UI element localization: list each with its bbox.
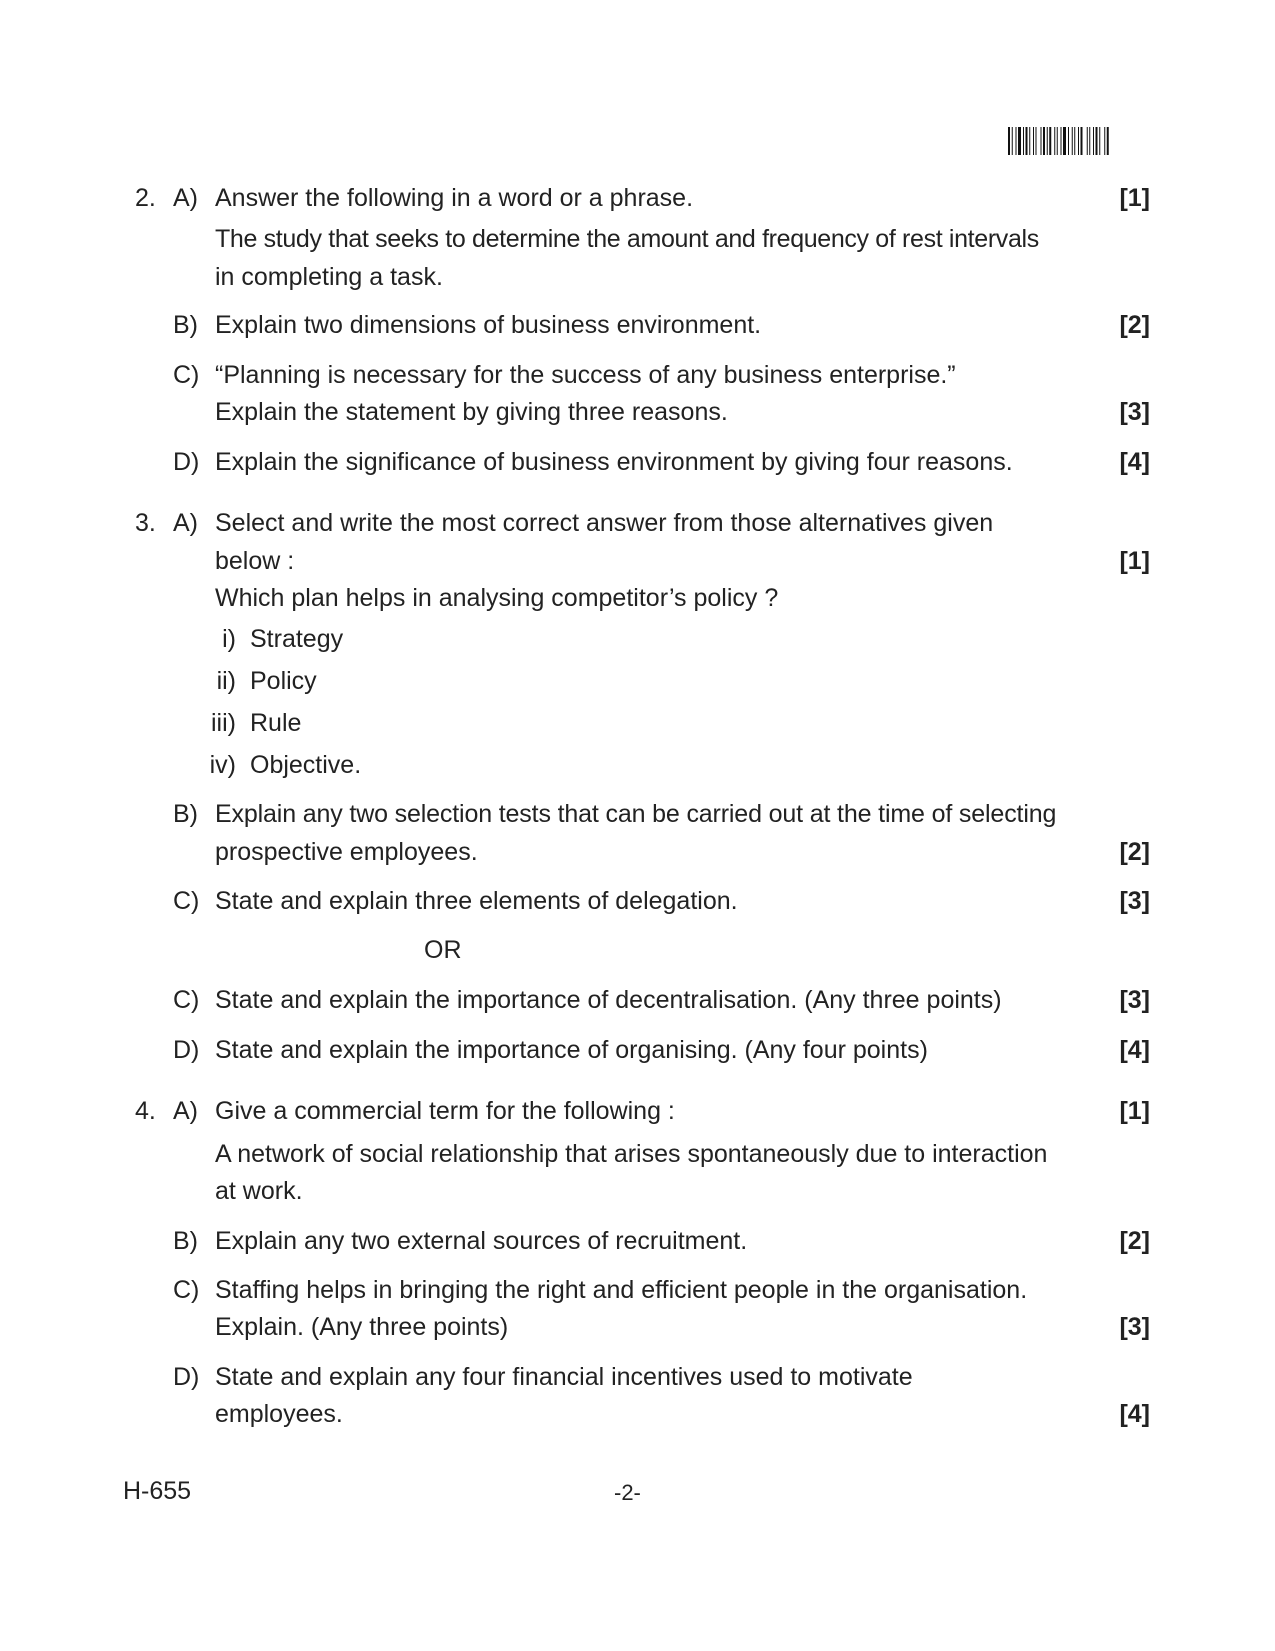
or-separator: OR <box>424 936 462 964</box>
option-label: iv) <box>209 751 236 779</box>
q4a-letter: A) <box>173 1097 198 1125</box>
paper-code: H-655 <box>123 1477 192 1505</box>
q4c-marks: [3] <box>1119 1313 1150 1341</box>
page-number: -2- <box>614 1480 641 1505</box>
barcode-image <box>1008 127 1150 155</box>
q2-number: 2. <box>135 184 156 212</box>
option-text: Strategy <box>250 625 344 653</box>
q3b-letter: B) <box>173 800 198 828</box>
q3a-line2: below : <box>215 547 295 575</box>
q4a-body-line2: at work. <box>215 1177 303 1205</box>
option-label: ii) <box>216 667 236 695</box>
q3a-question: Which plan helps in analysing competitor’s policy ? <box>215 584 779 612</box>
q3c-alt-marks: [3] <box>1119 986 1150 1014</box>
q3d-letter: D) <box>173 1036 200 1064</box>
q2b-letter: B) <box>173 311 198 339</box>
q4c-letter: C) <box>173 1276 200 1304</box>
q3c-alt-text: State and explain the importance of decentralisation. (Any three points) <box>215 986 1002 1014</box>
q4b-letter: B) <box>173 1227 198 1255</box>
q3d-marks: [4] <box>1119 1036 1150 1064</box>
q4d-line1: State and explain any four financial incentives used to motivate <box>215 1363 913 1391</box>
q2a-letter: A) <box>173 184 198 212</box>
q4a-prompt: Give a commercial term for the following : <box>215 1097 675 1125</box>
option-text: Policy <box>250 667 317 695</box>
q2c-letter: C) <box>173 361 200 389</box>
q3a-marks: [1] <box>1119 547 1150 575</box>
q4b-marks: [2] <box>1119 1227 1150 1255</box>
q3b-marks: [2] <box>1119 838 1150 866</box>
q2d-letter: D) <box>173 448 200 476</box>
q4-number: 4. <box>135 1097 156 1125</box>
q2c-line1: “Planning is necessary for the success of any business enterprise.” <box>215 361 956 389</box>
q3b-line1: Explain any two selection tests that can be carried out at the time of selecting <box>215 800 1057 828</box>
option-label: iii) <box>211 709 236 737</box>
option-text: Rule <box>250 709 302 737</box>
q4d-marks: [4] <box>1119 1400 1150 1428</box>
q4a-body-line1: A network of social relationship that arises spontaneously due to interaction <box>215 1140 1048 1168</box>
q3c-alt-letter: C) <box>173 986 200 1014</box>
q2a-marks: [1] <box>1119 184 1150 212</box>
q2a-body-line1: The study that seeks to determine the amount and frequency of rest intervals <box>215 225 1039 253</box>
q3b-line2: prospective employees. <box>215 838 478 866</box>
option-text: Objective. <box>250 751 362 779</box>
q4b-text: Explain any two external sources of recruitment. <box>215 1227 748 1255</box>
q2c-marks: [3] <box>1119 398 1150 426</box>
q3d-text: State and explain the importance of organising. (Any four points) <box>215 1036 928 1064</box>
q4c-line1: Staffing helps in bringing the right and efficient people in the organisation. <box>215 1276 1028 1304</box>
q3-number: 3. <box>135 509 156 537</box>
q3a-line1: Select and write the most correct answer from those alternatives given <box>215 509 994 537</box>
q2c-line2: Explain the statement by giving three reasons. <box>215 398 728 426</box>
q3c-marks: [3] <box>1119 887 1150 915</box>
q2a-body-line2: in completing a task. <box>215 263 443 291</box>
q3c-letter: C) <box>173 887 200 915</box>
q4d-letter: D) <box>173 1363 200 1391</box>
q2b-marks: [2] <box>1119 311 1150 339</box>
q4d-line2: employees. <box>215 1400 343 1428</box>
q3c-text: State and explain three elements of delegation. <box>215 887 738 915</box>
q3a-letter: A) <box>173 509 198 537</box>
q2a-prompt: Answer the following in a word or a phrase. <box>215 184 694 212</box>
q2b-text: Explain two dimensions of business environment. <box>215 311 762 339</box>
q4c-line2: Explain. (Any three points) <box>215 1313 509 1341</box>
q2d-text: Explain the significance of business environment by giving four reasons. <box>215 448 1013 476</box>
q2d-marks: [4] <box>1119 448 1150 476</box>
q4a-marks: [1] <box>1119 1097 1150 1125</box>
option-label: i) <box>222 625 236 653</box>
